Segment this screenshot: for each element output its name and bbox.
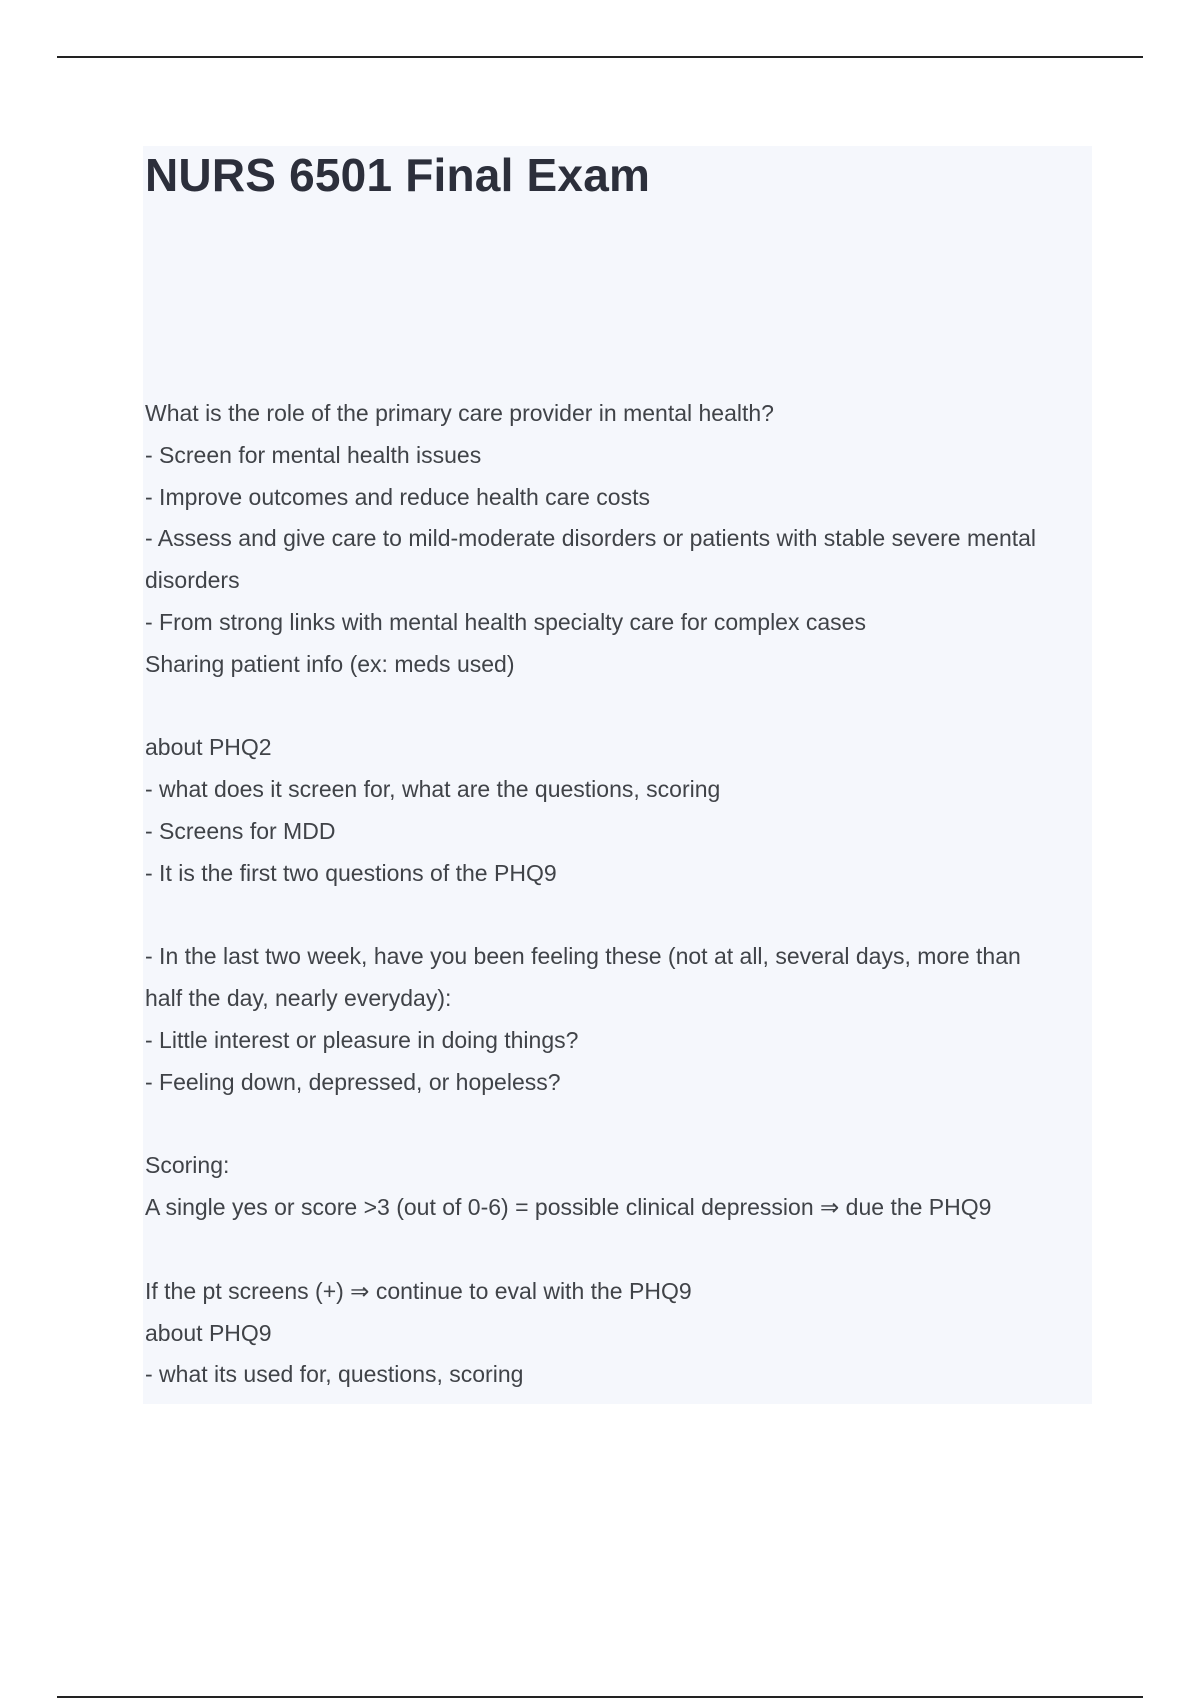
text-line: - Screens for MDD xyxy=(145,817,336,844)
blank-line xyxy=(145,1104,1090,1146)
text-line: - From strong links with mental health specialty care for complex cases xyxy=(145,608,866,635)
text-line: half the day, nearly everyday): xyxy=(145,985,452,1012)
document-title: NURS 6501 Final Exam xyxy=(145,149,651,201)
blank-line xyxy=(145,686,1090,728)
document-body xyxy=(145,393,1090,1396)
document-content xyxy=(143,146,1092,1404)
text-line: disorders xyxy=(145,567,240,594)
text-line: A single yes or score >3 (out of 0-6) = possible clinical depression ⇒ due the PHQ9 xyxy=(145,1194,992,1221)
text-line: - Improve outcomes and reduce health care costs xyxy=(145,483,650,510)
text-line: - Little interest or pleasure in doing things? xyxy=(145,1026,579,1053)
text-line: - Screen for mental health issues xyxy=(145,441,482,468)
text-line: - It is the first two questions of the PHQ9 xyxy=(145,859,557,886)
text-line: Scoring: xyxy=(145,1152,230,1179)
text-line: Sharing patient info (ex: meds used) xyxy=(145,650,515,677)
text-line: - In the last two week, have you been feeling these (not at all, several days, more than xyxy=(145,943,1021,970)
text-line: - Feeling down, depressed, or hopeless? xyxy=(145,1068,561,1095)
text-line: - Assess and give care to mild-moderate disorders or patients with stable severe mental xyxy=(145,525,1037,552)
blank-line xyxy=(145,1229,1090,1271)
text-line: What is the role of the primary care provider in mental health? xyxy=(145,400,774,426)
text-line: - what its used for, questions, scoring xyxy=(145,1361,524,1388)
text-line: about PHQ9 xyxy=(145,1319,272,1346)
text-line: about PHQ2 xyxy=(145,734,272,761)
blank-line xyxy=(145,895,1090,937)
text-line: - what does it screen for, what are the questions, scoring xyxy=(145,776,721,803)
top-rule xyxy=(57,56,1143,58)
bottom-rule xyxy=(57,1696,1143,1698)
text-line: If the pt screens (+) ⇒ continue to eval with the PHQ9 xyxy=(145,1277,692,1304)
